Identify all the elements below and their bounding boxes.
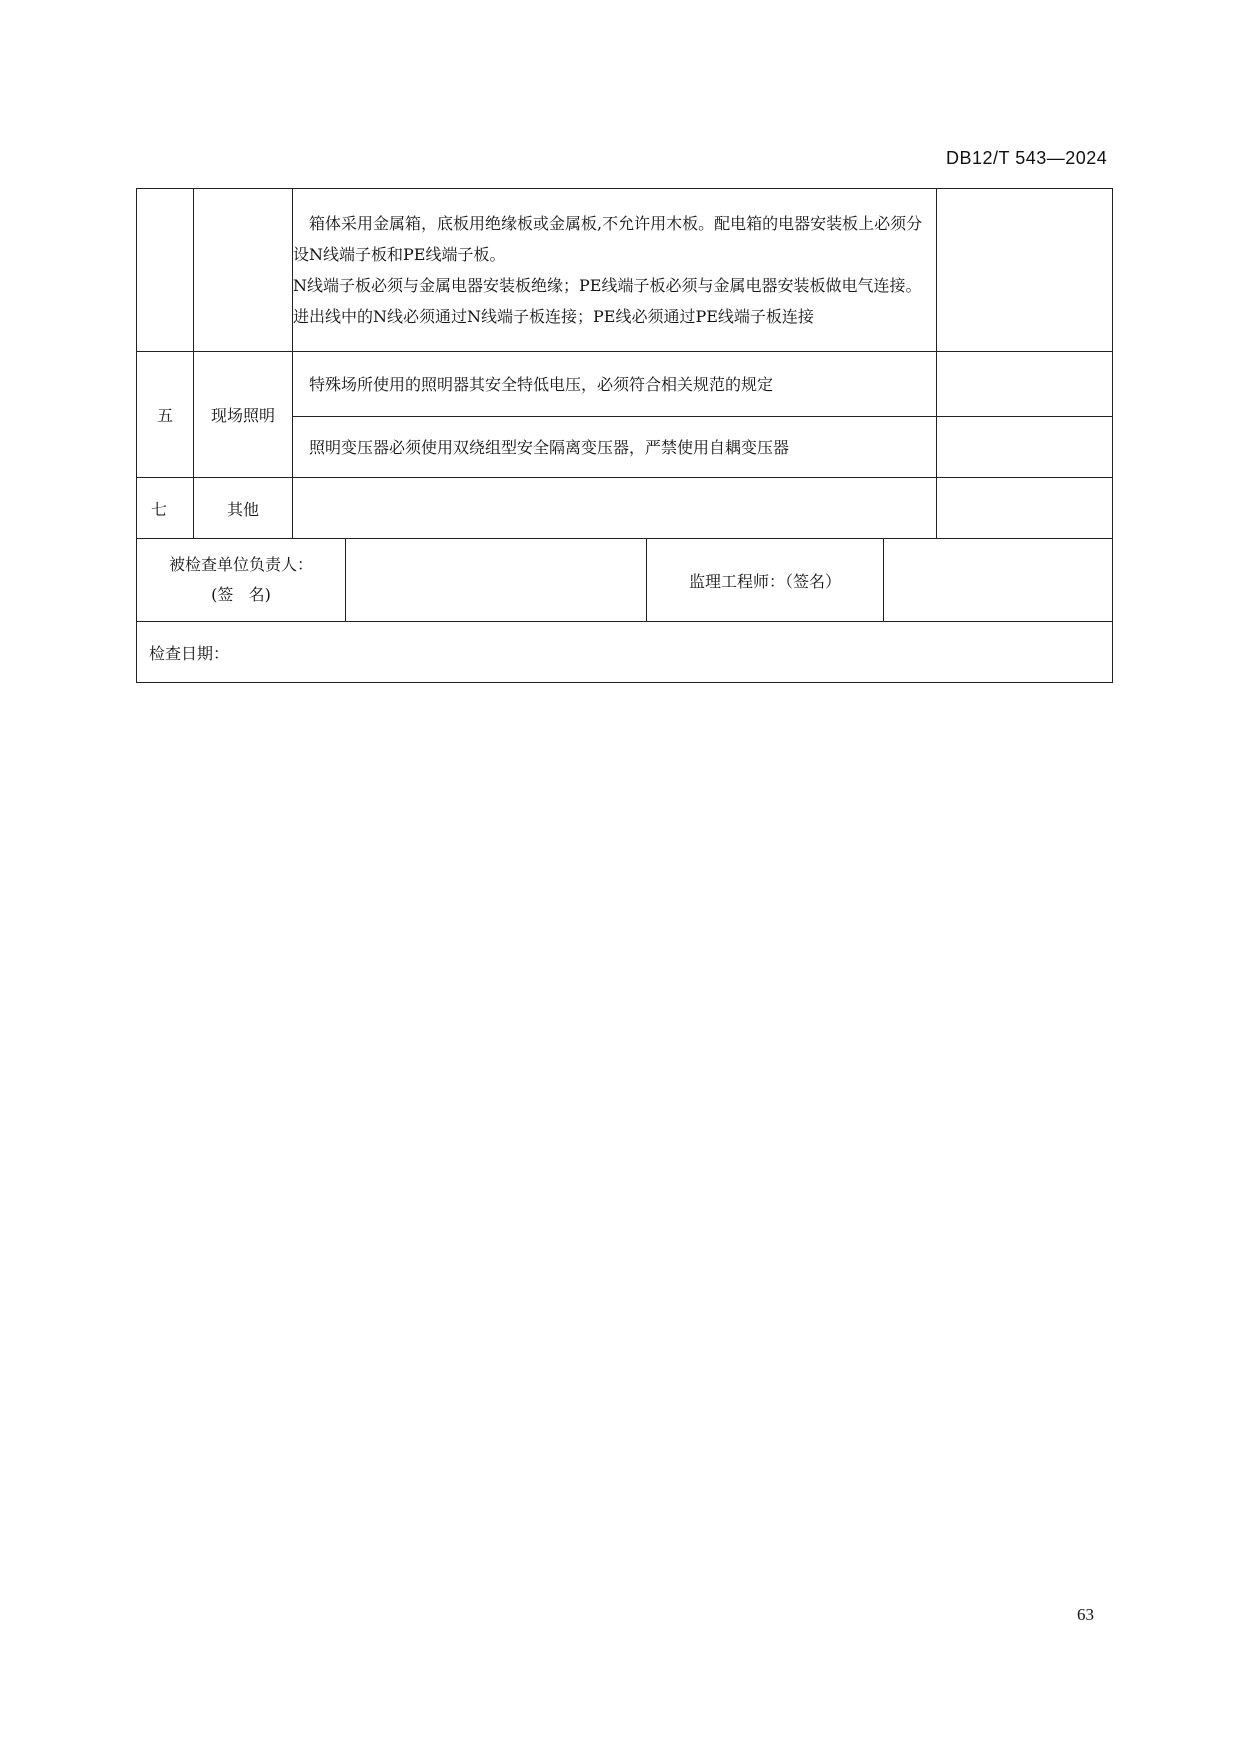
requirement-cell: 照明变压器必须使用双绕组型安全隔离变压器，严禁使用自耦变压器 bbox=[293, 417, 937, 478]
result-cell[interactable] bbox=[937, 352, 1113, 417]
signature-table bbox=[136, 538, 1113, 683]
category-cell: 现场照明 bbox=[194, 352, 293, 478]
requirement-cell bbox=[293, 478, 937, 539]
table-row bbox=[137, 352, 1113, 417]
document-code: DB12/T 543—2024 bbox=[946, 148, 1108, 168]
inspection-date-field[interactable] bbox=[137, 622, 1113, 683]
row-number-cell: 五 bbox=[137, 352, 194, 478]
inspected-unit-label bbox=[137, 539, 346, 622]
requirement-text: N线端子板必须与金属电器安装板绝缘；PE线端子板必须与金属电器安装板做电气连接。进出线中的N线必须通过N线端子板连接；PE线必须通过PE线端子板连接 bbox=[293, 276, 922, 326]
category-cell: 其他 bbox=[194, 478, 293, 539]
inspected-unit-signature-field[interactable] bbox=[346, 539, 647, 622]
engineer-signature-field[interactable] bbox=[884, 539, 1113, 622]
requirement-cell bbox=[293, 189, 937, 352]
date-row bbox=[137, 622, 1113, 683]
inspection-date-label: 检查日期： bbox=[149, 643, 230, 663]
row-number-cell bbox=[137, 189, 194, 352]
result-cell[interactable] bbox=[937, 478, 1113, 539]
inspection-table bbox=[136, 188, 1113, 539]
row-number-cell: 七 bbox=[137, 478, 194, 539]
inspected-unit-label-line1: 被检查单位负责人： bbox=[168, 555, 313, 574]
requirement-cell: 特殊场所使用的照明器其安全特低电压，必须符合相关规范的规定 bbox=[293, 352, 937, 417]
result-cell[interactable] bbox=[937, 189, 1113, 352]
engineer-label: 监理工程师：（签名） bbox=[647, 539, 884, 622]
result-cell[interactable] bbox=[937, 417, 1113, 478]
inspected-unit-label-line2: (签 名) bbox=[211, 585, 271, 604]
signature-row bbox=[137, 539, 1113, 622]
requirement-text: 箱体采用金属箱，底板用绝缘板或金属板,不允许用木板。配电箱的电器安装板上必须分设N线端子板和PE线端子板。 bbox=[293, 214, 923, 264]
table-row bbox=[137, 478, 1113, 539]
table-row bbox=[137, 189, 1113, 352]
page-number: 63 bbox=[1077, 1605, 1094, 1624]
category-cell bbox=[194, 189, 293, 352]
